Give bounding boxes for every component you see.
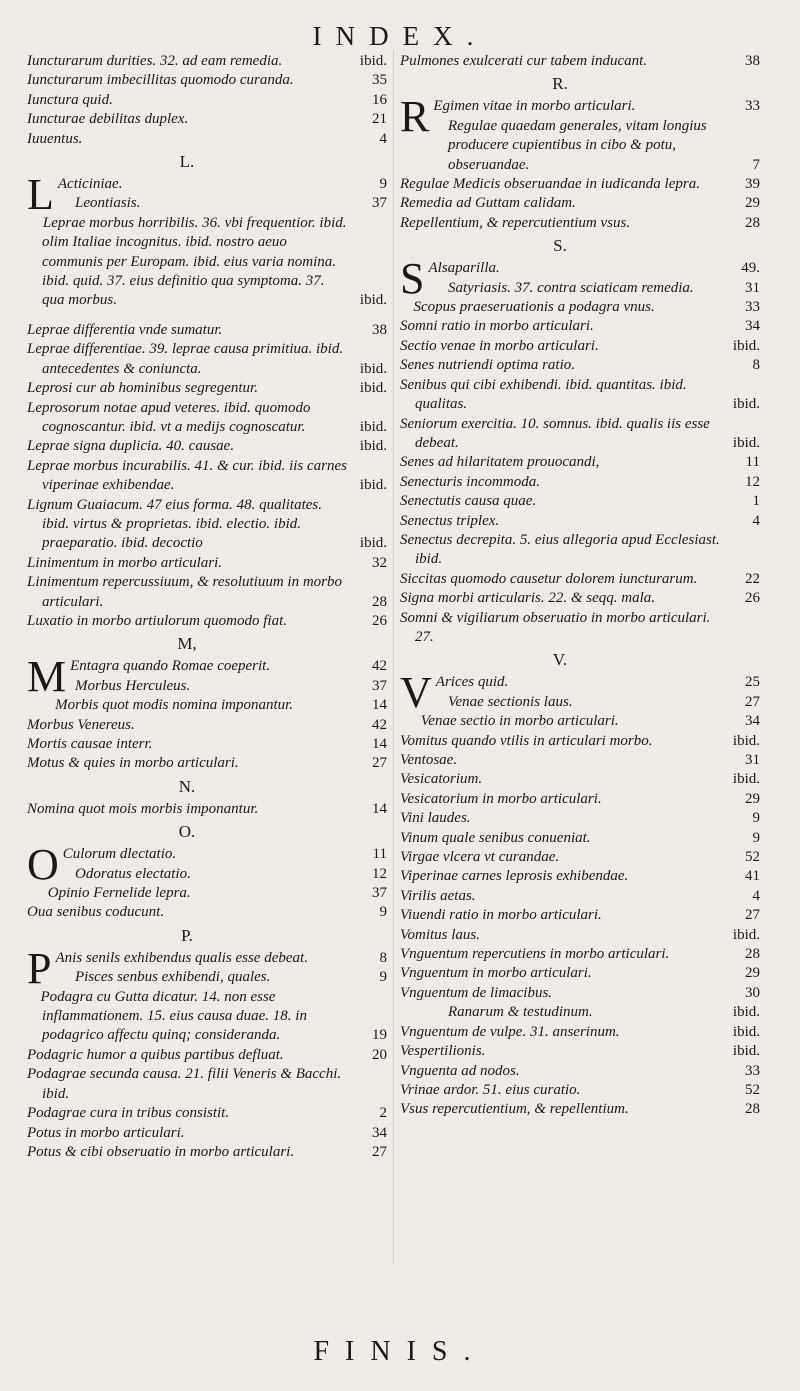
- page-number: 27: [372, 1143, 387, 1160]
- entry-text: Iuncturae debilitas duplex.: [27, 111, 189, 128]
- drop-capital: M: [27, 652, 67, 702]
- page-number: 31: [745, 279, 760, 296]
- page-number: 37: [372, 195, 387, 212]
- entry-text: Regulae Medicis obseruandae in iudicanda lepra.: [400, 176, 700, 193]
- entry-text: Siccitas quomodo causetur dolorem iuncturarum.: [400, 570, 698, 587]
- entry-text: Viperinae carnes leprosis exhibendae.: [400, 868, 629, 885]
- entry-text: Senectutis causa quae.: [400, 493, 537, 510]
- page-number: 28: [745, 214, 760, 231]
- index-entry: [400, 589, 760, 608]
- index-entry: [400, 887, 760, 906]
- entry-text: Vespertilionis.: [400, 1043, 486, 1060]
- index-entry: [400, 453, 760, 472]
- index-entry: [400, 52, 760, 71]
- entry-text: Vinum quale senibus conueniat.: [400, 829, 591, 846]
- index-entry: [400, 492, 760, 511]
- index-entry: [400, 751, 760, 770]
- page-number: 12: [745, 473, 760, 490]
- entry-text: Leprosi cur ab hominibus segregentur.: [27, 380, 258, 397]
- page-number: ibid.: [359, 418, 387, 435]
- entry-text: Pulmones exulcerati cur tabem inducant.: [400, 53, 648, 69]
- page-number: 25: [745, 674, 760, 691]
- page-number: 9: [752, 810, 760, 827]
- index-entry: [27, 1065, 387, 1104]
- page-number: ibid.: [732, 1043, 760, 1060]
- index-entry: [27, 1124, 387, 1143]
- page-number: 29: [745, 790, 760, 807]
- entry-text: Senectus triplex.: [400, 512, 500, 529]
- entry-text: Lignum Guaiacum. 47 eius forma. 48. qualitates. ibid. virtus & proprietas. ibid. electio. ibid. praeparatio. ibid. decoctio: [27, 496, 322, 552]
- index-entry: [400, 867, 760, 886]
- index-entry: [27, 800, 387, 819]
- entry-text: Senes ad hilaritatem prouocandi,: [400, 454, 600, 471]
- entry-text: Arices quid.: [435, 674, 509, 691]
- page-number: ibid.: [732, 1004, 760, 1021]
- spacer: [27, 311, 387, 321]
- page-number: 22: [745, 570, 760, 587]
- entry-text: Nomina quot mois morbis imponantur.: [27, 800, 259, 817]
- page-number: 41: [745, 868, 760, 885]
- index-entry: [27, 716, 387, 735]
- index-entry: [400, 1081, 760, 1100]
- section-letter: N.: [178, 776, 196, 796]
- index-entry: [27, 573, 387, 612]
- entry-text: Pisces senbus exhibendi, quales.: [75, 969, 271, 986]
- entry-text: Repellentium, & repercutientium vsus.: [400, 214, 631, 231]
- page-number: ibid.: [732, 396, 760, 413]
- page-number: 28: [372, 593, 387, 610]
- index-column-right: [400, 52, 760, 1120]
- page-number: 42: [372, 716, 387, 733]
- index-entry: [27, 194, 387, 213]
- page-number: ibid.: [359, 535, 387, 552]
- entry-text: Signa morbi articularis. 22. & seqq. mala.: [400, 590, 656, 607]
- entry-text: Leontiasis.: [75, 195, 141, 212]
- drop-capital: S: [400, 254, 425, 304]
- entry-text: Linimentum in morbo articulari.: [27, 554, 223, 571]
- entry-text: Ranarum & testudinum.: [448, 1004, 593, 1021]
- index-entry: [400, 770, 760, 789]
- index-entry: [400, 693, 760, 712]
- page-number: 21: [372, 111, 387, 128]
- index-entry: [27, 1143, 387, 1162]
- page-number: 37: [372, 885, 387, 902]
- index-entry: [400, 984, 760, 1003]
- page-number: 4: [752, 887, 760, 904]
- entry-text: Ventosae.: [400, 752, 458, 768]
- index-entry: [400, 279, 760, 298]
- entry-text: Egimen vitae in morbo articulari.: [433, 98, 636, 115]
- page-number: 16: [372, 91, 387, 108]
- index-entry: [400, 415, 760, 454]
- page-number: ibid.: [732, 1023, 760, 1040]
- page-number: 33: [745, 299, 760, 316]
- entry-text: Vesicatorium.: [400, 771, 483, 788]
- drop-capital: V: [400, 668, 432, 718]
- index-entry: [27, 865, 387, 884]
- page-number: 29: [745, 195, 760, 212]
- page-number: 27: [372, 755, 387, 772]
- index-entry: [400, 1062, 760, 1081]
- entry-text: Scopus praeseruationis a podagra vnus.: [413, 299, 655, 316]
- entry-text: Anis senils exhibendus qualis esse debeat.: [55, 949, 308, 966]
- page-number: 14: [372, 697, 387, 714]
- entry-text: Potus & cibi obseruatio in morbo articulari.: [27, 1143, 295, 1160]
- page-number: 34: [372, 1124, 387, 1141]
- entry-text: Senectus decrepita. 5. eius allegoria apud Ecclesiast. ibid.: [400, 531, 720, 568]
- page-number: 32: [372, 554, 387, 571]
- page-number: ibid.: [359, 292, 387, 309]
- drop-capital: P: [27, 943, 52, 993]
- index-entry: [400, 317, 760, 336]
- entry-text: Viuendi ratio in morbo articulari.: [400, 907, 602, 924]
- index-entry: [400, 337, 760, 356]
- page-number: 19: [372, 1027, 387, 1044]
- entry-text: Podagrae secunda causa. 21. filii Veneris & Bacchi. ibid.: [27, 1066, 342, 1102]
- entry-text: Vnguentum repercutiens in morbo articulari.: [400, 946, 670, 963]
- entry-text: Vini laudes.: [400, 810, 471, 827]
- index-entry: [400, 92, 760, 142]
- entry-text: Leprae morbus horribilis. 36. vbi frequentior. ibid. olim Italiae incognitus. ibid. nostro aeuo communis per Europam. ibid. eius varia nomina. ibid. quid. 37. eius definitio qua symptoma. 37. qua morbus.: [42, 214, 347, 309]
- page-number: ibid.: [359, 438, 387, 455]
- index-entry: [400, 926, 760, 945]
- entry-text: Leprae signa duplicia. 40. causae.: [27, 438, 235, 455]
- section-letter: L.: [179, 152, 195, 172]
- entry-text: Somni & vigiliarum obseruatio in morbo articulari. 27.: [400, 609, 711, 645]
- index-entry: [400, 712, 760, 731]
- page-number: ibid.: [359, 380, 387, 397]
- page-title: INDEX.: [312, 21, 488, 51]
- page-number: ibid.: [732, 732, 760, 749]
- page-number: ibid.: [732, 926, 760, 943]
- index-entry: [27, 1046, 387, 1065]
- page-number: 26: [745, 590, 760, 607]
- entry-text: Virgae vlcera vt curandae.: [400, 849, 560, 866]
- index-entry: [27, 1104, 387, 1123]
- index-entry: [27, 754, 387, 773]
- entry-text: Senibus qui cibi exhibendi. ibid. quantitas. ibid. qualitas.: [400, 376, 687, 413]
- entry-text: Somni ratio in morbo articulari.: [400, 318, 594, 335]
- page-number: 37: [372, 677, 387, 694]
- index-entry: [400, 376, 760, 415]
- page-number: 30: [745, 984, 760, 1001]
- section-letter: P.: [181, 925, 193, 945]
- index-entry: [400, 570, 760, 589]
- entry-text: Mortis causae interr.: [27, 736, 153, 752]
- drop-capital: L: [27, 170, 54, 220]
- index-entry: [27, 968, 387, 987]
- index-entry: [400, 298, 760, 317]
- page-number: 8: [752, 357, 760, 374]
- entry-text: Vrinae ardor. 51. eius curatio.: [400, 1081, 581, 1098]
- index-entry: [27, 903, 387, 922]
- page-number: 9: [379, 176, 387, 193]
- index-entry: [400, 512, 760, 531]
- entry-text: Vnguentum de limacibus.: [400, 984, 553, 1001]
- page-number: 14: [372, 800, 387, 817]
- page-number: 7: [752, 156, 760, 173]
- index-entry: [400, 473, 760, 492]
- index-entry: [400, 906, 760, 925]
- index-entry: [400, 964, 760, 983]
- index-entry: [400, 214, 760, 233]
- index-entry: [27, 214, 387, 311]
- page-number: 49.: [741, 260, 760, 277]
- section-letter: R.: [552, 74, 568, 94]
- page-number: 31: [745, 752, 760, 768]
- entry-text: Luxatio in morbo artiulorum quomodo fiat.: [27, 612, 288, 629]
- entry-text: Podagrae cura in tribus consistit.: [27, 1105, 230, 1122]
- page-number: 11: [745, 454, 760, 471]
- drop-capital: O: [27, 840, 59, 890]
- index-entry: [27, 52, 387, 71]
- page-number: 28: [745, 1101, 760, 1118]
- index-entry: [400, 829, 760, 848]
- section-letter: V.: [552, 650, 568, 670]
- entry-text: Podagra cu Gutta dicatur. 14. non esse inflammationem. 15. eius causa duae. 18. in podagrico affectu quinq; consideranda.: [40, 988, 307, 1044]
- entry-text: Oua senibus coducunt.: [27, 904, 165, 921]
- entry-text: Morbis quot modis nomina imponantur.: [55, 697, 294, 714]
- section-letter: O.: [178, 822, 196, 842]
- entry-text: Motus & quies in morbo articulari.: [27, 755, 239, 772]
- entry-text: Regulae quaedam generales, vitam longius producere cupientibus in cibo & potu, obseruandae.: [448, 117, 707, 173]
- drop-capital: R: [400, 92, 430, 142]
- entry-text: Morbus Herculeus.: [75, 677, 191, 694]
- entry-text: Iunctura quid.: [27, 91, 113, 108]
- index-entry: [400, 732, 760, 751]
- index-entry: [27, 110, 387, 129]
- index-entry: [400, 609, 760, 648]
- page-number: 28: [745, 946, 760, 963]
- entry-text: Leprosorum notae apud veteres. ibid. quomodo cognoscantur. ibid. vt a medijs cognoscatur.: [27, 399, 311, 435]
- index-entry: [27, 884, 387, 903]
- index-entry: [27, 379, 387, 398]
- index-entry: [400, 848, 760, 867]
- page-number: 1: [752, 493, 760, 510]
- page-number: 34: [745, 713, 760, 730]
- page-number: 9: [379, 904, 387, 921]
- page-number: 27: [745, 907, 760, 924]
- index-entry: [400, 809, 760, 828]
- entry-text: Vnguentum de vulpe. 31. anserinum.: [400, 1023, 620, 1040]
- entry-text: Sectio venae in morbo articulari.: [400, 337, 599, 354]
- index-column-left: [27, 52, 387, 1162]
- page-number: ibid.: [732, 434, 760, 451]
- page-number: 39: [745, 176, 760, 193]
- entry-text: Vnguenta ad nodos.: [400, 1062, 520, 1079]
- entry-text: Venae sectio in morbo articulari.: [420, 713, 619, 730]
- page-number: 52: [745, 849, 760, 866]
- index-entry: [400, 356, 760, 375]
- index-entry: [400, 175, 760, 194]
- entry-text: Acticiniae.: [57, 176, 123, 193]
- page-number: 8: [379, 949, 387, 966]
- page-number: 12: [372, 865, 387, 882]
- page-number: 20: [372, 1046, 387, 1063]
- index-entry: [400, 1100, 760, 1119]
- page-number: 35: [372, 72, 387, 89]
- finis-footer: FINIS.: [313, 1336, 487, 1367]
- index-entry: [27, 988, 387, 1046]
- page-number: 2: [379, 1105, 387, 1122]
- index-entry: [27, 457, 387, 496]
- entry-text: Vomitus quando vtilis in articulari morbo.: [400, 732, 653, 749]
- index-entry: [27, 340, 387, 379]
- page-number: ibid.: [732, 337, 760, 354]
- entry-text: Virilis aetas.: [400, 887, 476, 904]
- entry-text: Vesicatorium in morbo articulari.: [400, 790, 602, 807]
- entry-text: Iuuentus.: [27, 130, 83, 147]
- index-entry: [27, 321, 387, 340]
- entry-text: Entagra quando Romae coeperit.: [70, 658, 271, 675]
- page-number: 38: [372, 321, 387, 338]
- section-letter: M,: [177, 634, 197, 654]
- page-number: 26: [372, 612, 387, 629]
- entry-text: Satyriasis. 37. contra sciaticam remedia.: [448, 279, 694, 296]
- page-number: 34: [745, 318, 760, 335]
- index-entry: [400, 1003, 760, 1022]
- entry-text: Vomitus laus.: [400, 926, 481, 943]
- page-number: 33: [745, 1062, 760, 1079]
- page-number: 11: [372, 846, 387, 863]
- entry-text: Vsus repercutientium, & repellentium.: [400, 1101, 629, 1118]
- page-number: 9: [752, 829, 760, 846]
- index-entry: [400, 117, 760, 175]
- index-entry: [400, 945, 760, 964]
- page-number: 42: [372, 658, 387, 675]
- page-number: 33: [745, 98, 760, 115]
- index-entry: [27, 612, 387, 631]
- index-entry: [400, 790, 760, 809]
- index-entry: [400, 1023, 760, 1042]
- index-entry: [400, 1042, 760, 1061]
- entry-text: Opinio Fernelide lepra.: [47, 885, 191, 902]
- index-entry: [27, 71, 387, 90]
- entry-text: Vnguentum in morbo articulari.: [400, 965, 592, 982]
- index-entry: [27, 696, 387, 715]
- index-entry: [27, 496, 387, 554]
- entry-text: Senes nutriendi optima ratio.: [400, 357, 575, 374]
- entry-text: Morbus Venereus.: [27, 716, 135, 733]
- page-number: ibid.: [359, 360, 387, 377]
- page-number: ibid.: [732, 771, 760, 788]
- entry-text: Linimentum repercussiuum, & resolutiuum in morbo articulari.: [27, 574, 342, 610]
- entry-text: Leprae differentiae. 39. leprae causa primitiua. ibid. antecedentes & coniuncta.: [27, 341, 344, 377]
- column-divider: [393, 50, 394, 1265]
- entry-text: Alsaparilla.: [428, 260, 500, 277]
- page-number: ibid.: [359, 477, 387, 494]
- entry-text: Culorum dlectatio.: [62, 846, 177, 863]
- index-entry: [400, 194, 760, 213]
- entry-text: Senecturis incommoda.: [400, 473, 540, 490]
- index-entry: [27, 130, 387, 149]
- index-entry: [27, 399, 387, 438]
- page-number: ibid.: [359, 53, 387, 69]
- index-entry: [27, 735, 387, 754]
- entry-text: Podagric humor a quibus partibus defluat.: [27, 1046, 284, 1063]
- entry-text: Potus in morbo articulari.: [27, 1124, 185, 1141]
- page-number: 38: [745, 53, 760, 69]
- page-number: 14: [372, 736, 387, 752]
- page-number: 9: [379, 969, 387, 986]
- entry-text: Leprae differentia vnde sumatur.: [27, 321, 223, 338]
- section-letter: S.: [553, 236, 567, 256]
- index-entry: [27, 677, 387, 696]
- index-entry: [27, 91, 387, 110]
- index-entry: [27, 437, 387, 456]
- entry-text: Leprae morbus incurabilis. 41. & cur. ibid. iis carnes viperinae exhibendae.: [27, 457, 348, 494]
- entry-text: Iuncturarum durities. 32. ad eam remedia.: [27, 53, 283, 69]
- page-number: 52: [745, 1081, 760, 1098]
- index-entry: [27, 554, 387, 573]
- entry-text: Iuncturarum imbecillitas quomodo curanda.: [27, 72, 294, 89]
- page-number: 27: [745, 693, 760, 710]
- index-entry: [400, 531, 760, 570]
- entry-text: Remedia ad Guttam calidam.: [400, 195, 576, 212]
- page-number: 4: [379, 130, 387, 147]
- entry-text: Venae sectionis laus.: [448, 693, 573, 710]
- page-number: 4: [752, 512, 760, 529]
- entry-text: Seniorum exercitia. 10. somnus. ibid. qualis iis esse debeat.: [400, 415, 710, 451]
- page-number: 29: [745, 965, 760, 982]
- entry-text: Odoratus electatio.: [75, 865, 191, 882]
